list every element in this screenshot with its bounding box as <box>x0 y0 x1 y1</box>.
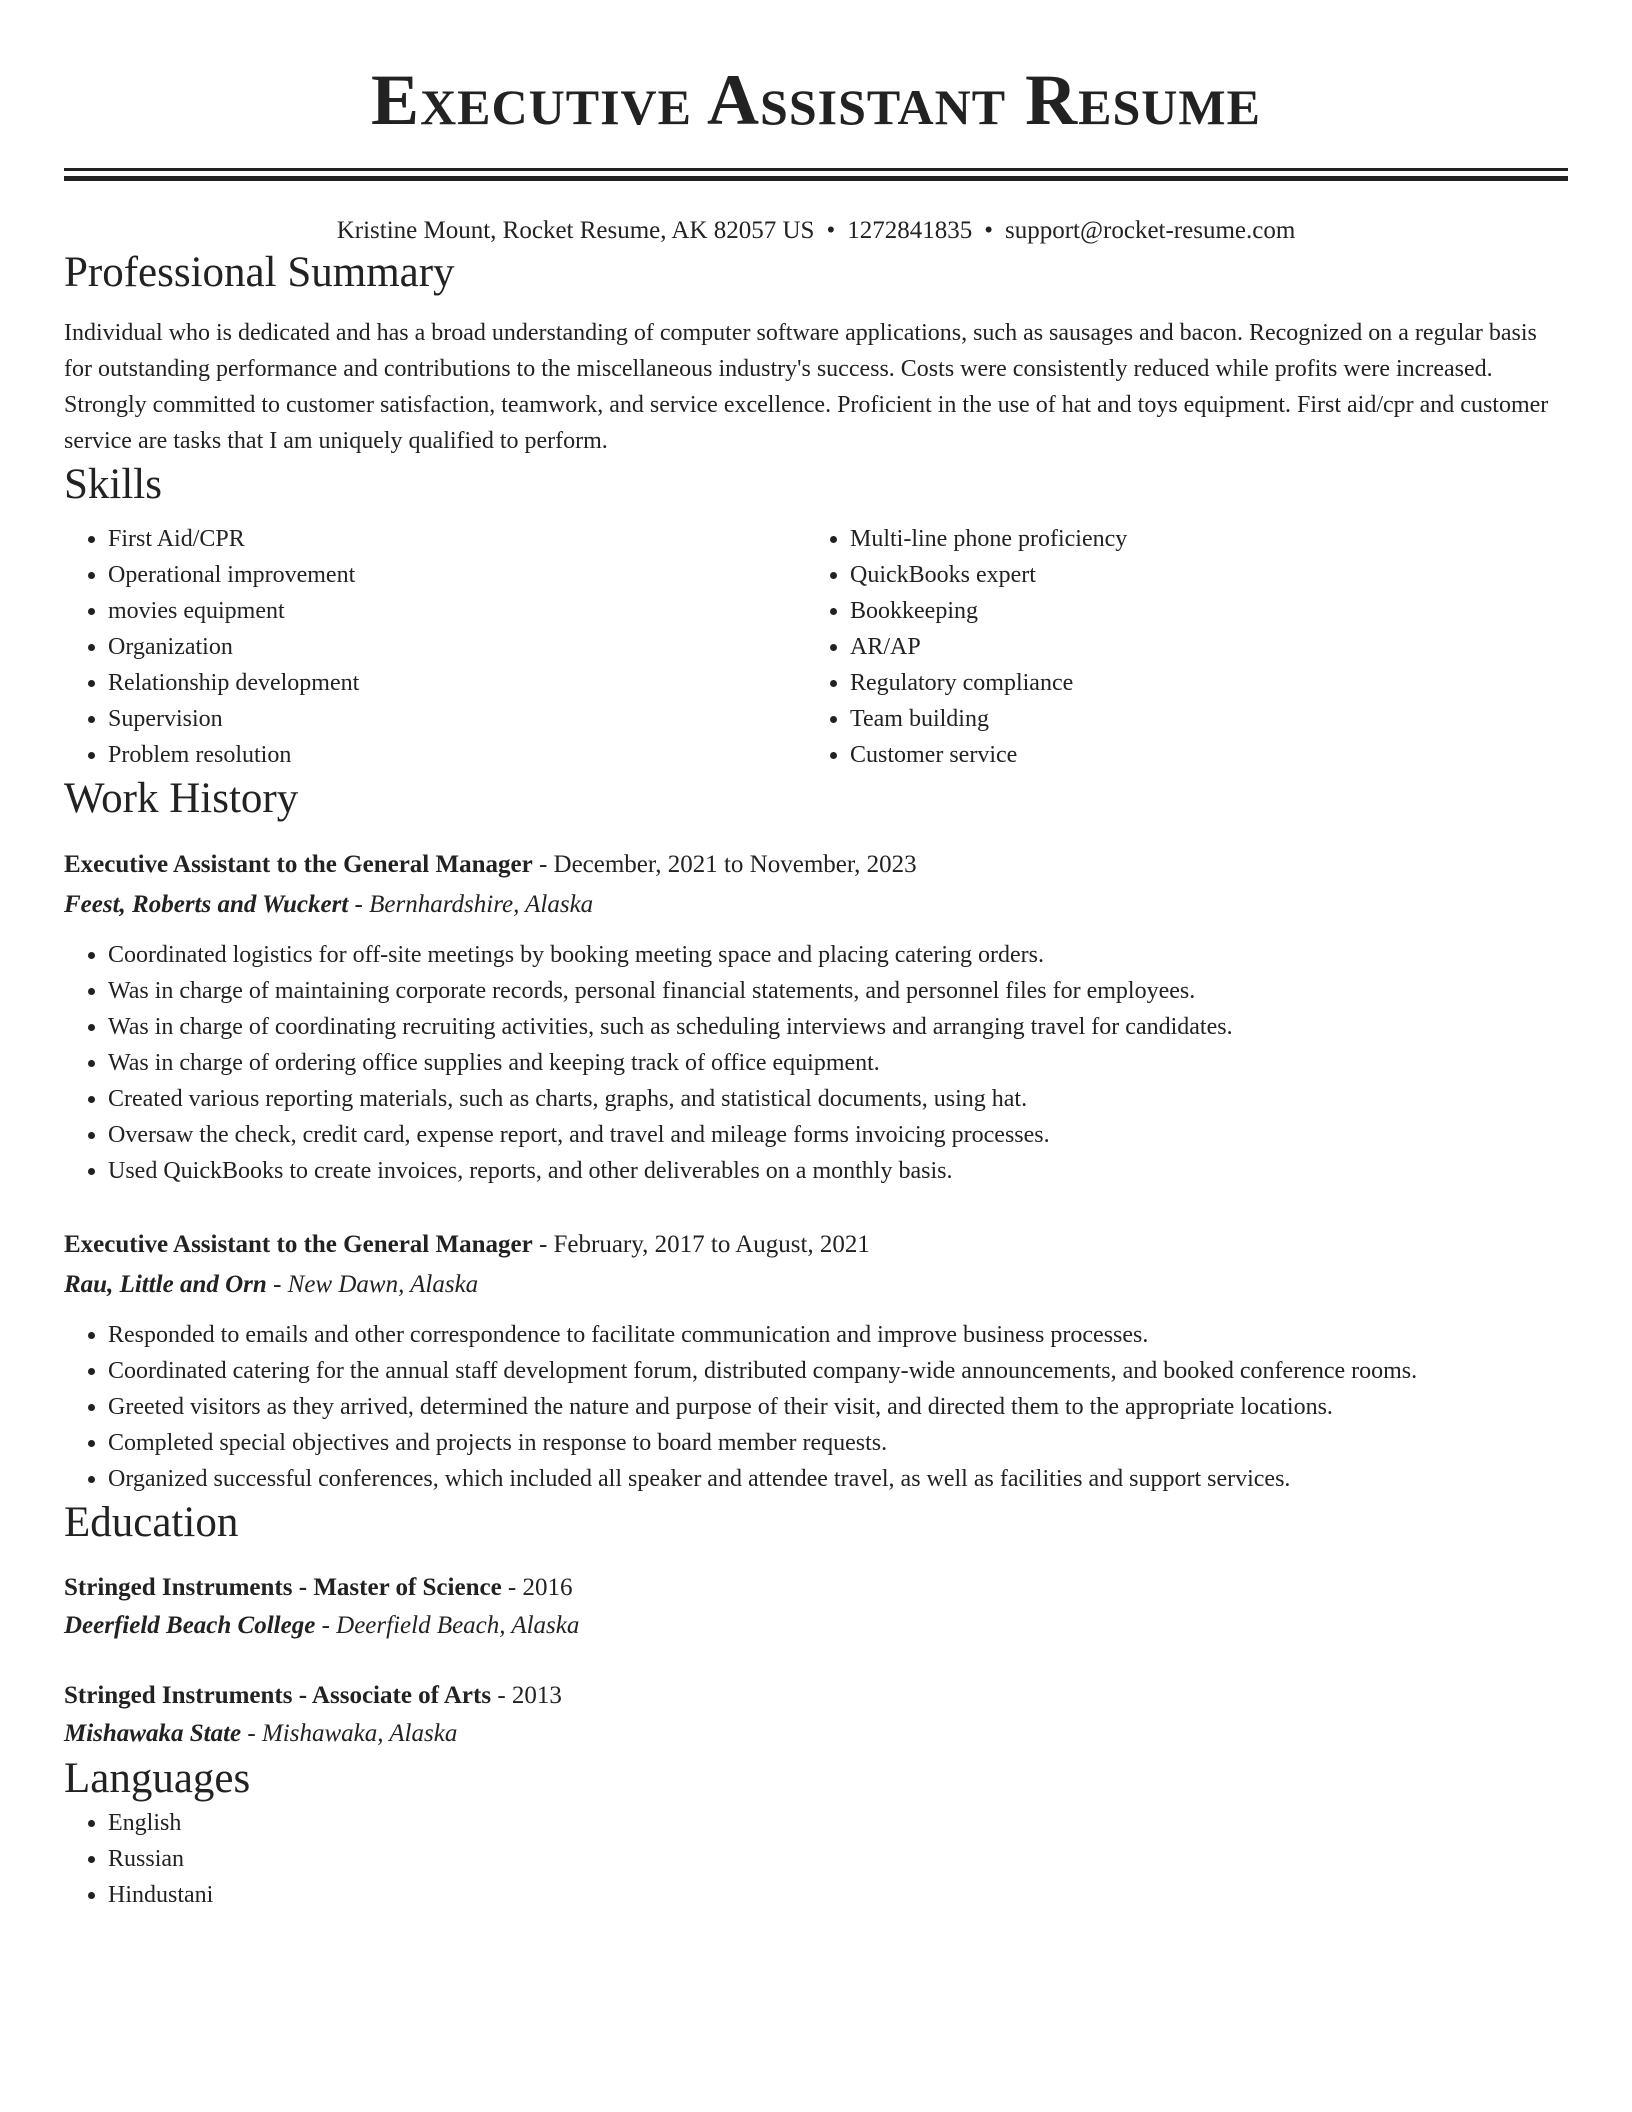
contact-phone: 1272841835 <box>847 217 973 244</box>
skill-item: • Organization <box>108 629 806 665</box>
duty-item: • Responded to emails and other correspondence to facilitate communication and improve business processes. <box>108 1317 1568 1353</box>
duty-item: • Coordinated logistics for off-site meetings by booking meeting space and placing catering orders. <box>108 937 1568 973</box>
skill-item: • Operational improvement <box>108 557 806 593</box>
dash-separator: - <box>491 1682 512 1709</box>
education-degree-line <box>64 1569 1568 1607</box>
skills-left-column <box>64 521 806 773</box>
duty-item: • Coordinated catering for the annual staff development forum, distributed company-wide announcements, and booked conference rooms. <box>108 1353 1568 1389</box>
language-item: • Hindustani <box>108 1877 1568 1913</box>
education-entry <box>64 1677 1568 1753</box>
skills-right-column <box>806 521 1548 773</box>
education-heading: Education <box>64 1499 239 1546</box>
job-duties <box>64 937 1568 1189</box>
dash-separator: - <box>532 851 554 878</box>
language-item: • English <box>108 1805 1568 1841</box>
title-rule-top <box>64 168 1568 171</box>
skill-item: • Team building <box>850 701 1548 737</box>
skill-item: • Problem resolution <box>108 737 806 773</box>
education-school: Deerfield Beach College <box>64 1612 316 1639</box>
education-entry <box>64 1569 1568 1645</box>
education-location: Mishawaka, Alaska <box>261 1720 458 1747</box>
work-history-heading: Work History <box>64 775 299 822</box>
contact-separator: • <box>984 217 993 244</box>
education-location: Deerfield Beach, Alaska <box>336 1612 580 1639</box>
dash-separator: - <box>348 891 370 918</box>
education-school-line <box>64 1607 1568 1645</box>
summary-text: Individual who is dedicated and has a broad understanding of computer software applications, such as sausages and bacon. Recognized on a regular basis for outstanding performance and contributions to the miscellaneous industry's success. Costs were consistently reduced while profits were increased. Strongly committed to customer satisfaction, teamwork, and service excellence. Proficient in the use of hat and toys equipment. First aid/cpr and customer service are tasks that I am uniquely qualified to perform. <box>64 320 1549 454</box>
contact-email: support@rocket-resume.com <box>1005 217 1296 244</box>
language-item: • Russian <box>108 1841 1568 1877</box>
skill-item: • First Aid/CPR <box>108 521 806 557</box>
duty-item: • Created various reporting materials, such as charts, graphs, and statistical documents, using hat. <box>108 1081 1568 1117</box>
education-year: 2016 <box>522 1574 573 1601</box>
job-title: Executive Assistant to the General Manager <box>64 851 533 878</box>
duty-item: • Greeted visitors as they arrived, determined the nature and purpose of their visit, and directed them to the appropriate locations. <box>108 1389 1568 1425</box>
contact-separator: • <box>826 217 836 244</box>
job-company-line <box>64 885 1568 925</box>
duty-item: • Oversaw the check, credit card, expense report, and travel and mileage forms invoicing processes. <box>108 1117 1568 1153</box>
job-title: Executive Assistant to the General Manager <box>64 1231 533 1258</box>
job-entry <box>64 1225 1568 1497</box>
dash-separator: - <box>501 1574 523 1601</box>
dash-separator: - <box>532 1231 554 1258</box>
skill-item: • movies equipment <box>108 593 806 629</box>
job-dates: December, 2021 to November, 2023 <box>553 851 917 878</box>
job-title-line <box>64 845 1568 885</box>
job-title-line <box>64 1225 1568 1265</box>
job-location: New Dawn, Alaska <box>287 1271 479 1298</box>
skill-item: • Bookkeeping <box>850 593 1548 629</box>
job-company-line <box>64 1265 1568 1305</box>
job-location: Bernhardshire, Alaska <box>369 891 594 918</box>
languages-heading: Languages <box>64 1755 251 1802</box>
duty-item: • Was in charge of ordering office supplies and keeping track of office equipment. <box>108 1045 1568 1081</box>
duty-item: • Used QuickBooks to create invoices, reports, and other deliverables on a monthly basis. <box>108 1153 1568 1189</box>
skills-heading: Skills <box>64 461 162 508</box>
skill-item: • Customer service <box>850 737 1548 773</box>
job-duties <box>64 1317 1568 1497</box>
duty-item: • Completed special objectives and projects in response to board member requests. <box>108 1425 1568 1461</box>
contact-line <box>64 215 1568 247</box>
education-degree: Stringed Instruments - Associate of Arts <box>64 1682 492 1709</box>
skills-grid <box>64 521 1568 773</box>
contact-address: Kristine Mount, Rocket Resume, AK 82057 US <box>336 217 815 244</box>
job-dates: February, 2017 to August, 2021 <box>553 1231 870 1258</box>
dash-separator: - <box>266 1271 288 1298</box>
duty-item: • Was in charge of maintaining corporate records, personal financial statements, and personnel files for employees. <box>108 973 1568 1009</box>
summary-heading: Professional Summary <box>64 249 455 296</box>
education-degree-line <box>64 1677 1568 1715</box>
education-school: Mishawaka State <box>64 1720 242 1747</box>
skill-item: • Multi-line phone proficiency <box>850 521 1548 557</box>
skill-item: • Supervision <box>108 701 806 737</box>
job-company: Feest, Roberts and Wuckert <box>64 891 349 918</box>
skill-item: • Regulatory compliance <box>850 665 1548 701</box>
duty-item: • Was in charge of coordinating recruiting activities, such as scheduling interviews and arranging travel for candidates. <box>108 1009 1568 1045</box>
languages-list <box>64 1805 1568 1913</box>
skill-item: • AR/AP <box>850 629 1548 665</box>
education-year: 2013 <box>511 1682 562 1709</box>
title-rule-bottom <box>64 176 1568 181</box>
resume-title: Executive Assistant Resume <box>371 60 1261 140</box>
job-entry <box>64 845 1568 1189</box>
education-school-line <box>64 1715 1568 1753</box>
dash-separator: - <box>241 1720 262 1747</box>
job-company: Rau, Little and Orn <box>64 1271 267 1298</box>
skill-item: • QuickBooks expert <box>850 557 1548 593</box>
skill-item: • Relationship development <box>108 665 806 701</box>
dash-separator: - <box>315 1612 337 1639</box>
duty-item: • Organized successful conferences, which included all speaker and attendee travel, as well as facilities and support services. <box>108 1461 1568 1497</box>
education-degree: Stringed Instruments - Master of Science <box>64 1574 502 1601</box>
